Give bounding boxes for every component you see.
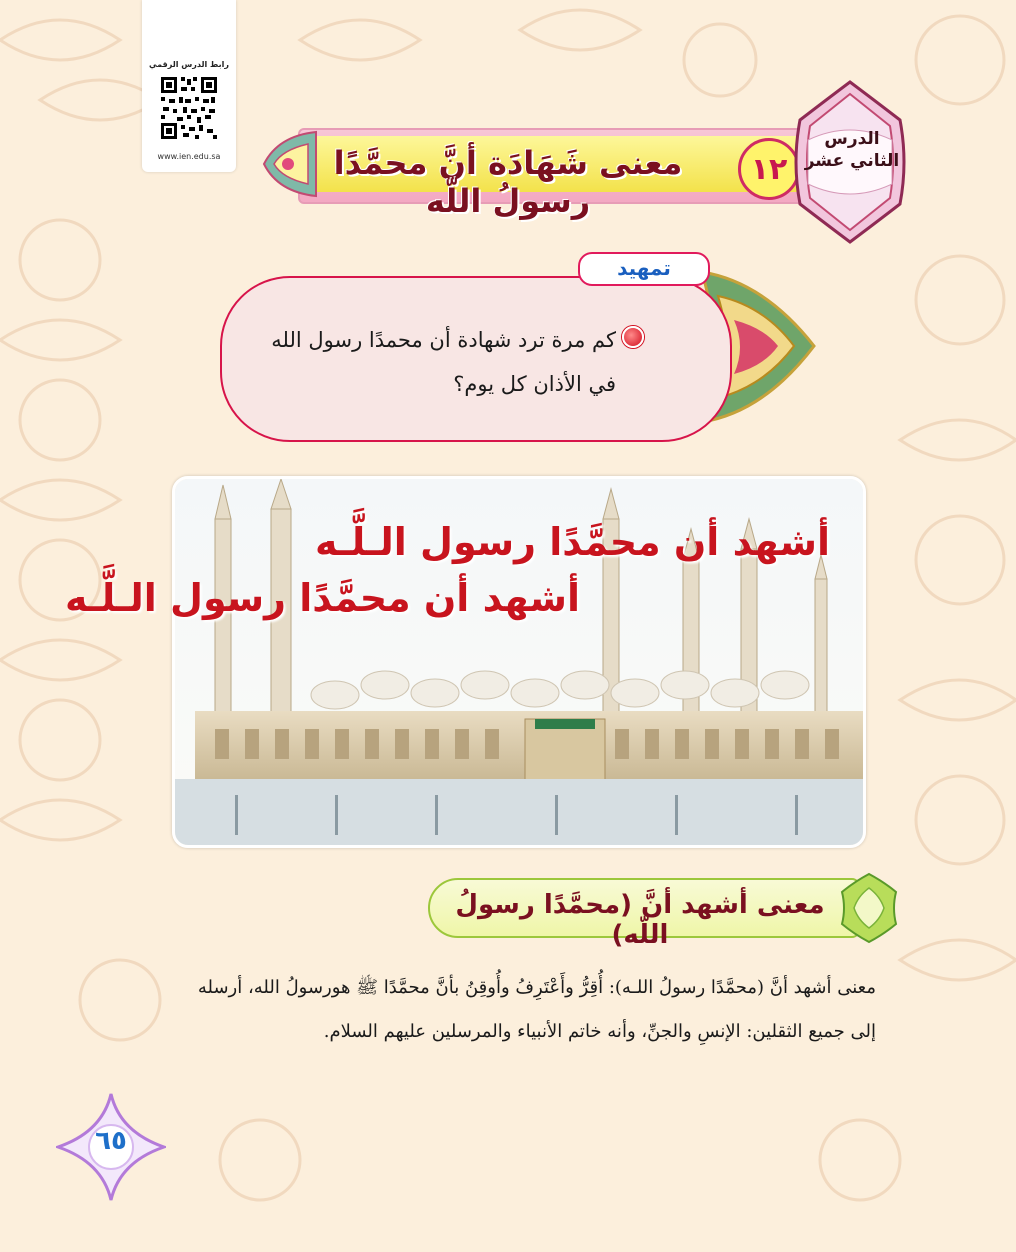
- banner-ornament-icon: [258, 126, 318, 202]
- body-line1: معنى أشهد أنَّ (محمَّدًا رسولُ اللـه): أُقِرُّ وأَعْتَرِفُ وأُوقِنُ بأنَّ محمَّدًا ﷺ هورسولُ الله، أرسله: [197, 977, 876, 998]
- intro-question: [250, 318, 616, 406]
- photo-caption-line1: أشهد أن محمَّدًا رسول الـلَّـه: [314, 520, 830, 564]
- body-line2: إلى جميع الثقلين: الإنسِ والجنِّ، وأنه خاتم الأنبياء والمرسلين عليهم السلام.: [323, 1021, 876, 1042]
- qr-url[interactable]: www.ien.edu.sa: [157, 152, 221, 161]
- bullet-icon: [622, 326, 644, 348]
- intro-question-line2: في الأذان كل يوم؟: [453, 372, 616, 396]
- intro-tag: تمهيد: [578, 252, 710, 286]
- body-paragraph: [186, 966, 876, 1054]
- photo-caption-line2: أشهد أن محمَّدًا رسول الـلَّـه: [64, 576, 580, 620]
- intro-question-line1: كم مرة ترد شهادة أن محمدًا رسول الله: [271, 328, 616, 352]
- lesson-title: معنى شَهَادَة أنَّ محمَّدًا رسولُ اللّه: [333, 144, 683, 220]
- lesson-badge-line2: الثاني عشر: [804, 151, 900, 171]
- lesson-badge: [804, 128, 900, 172]
- lesson-title-banner: [258, 118, 818, 220]
- lesson-number: ١٢: [738, 138, 800, 200]
- section-title: معنى أشهد أنَّ (محمَّدًا رسولُ اللّه): [455, 890, 825, 950]
- qr-label: رابط الدرس الرقمي: [149, 60, 229, 69]
- qr-card[interactable]: [142, 0, 236, 172]
- lesson-badge-line1: الدرس: [824, 129, 880, 149]
- page-number: ٦٥: [95, 1126, 127, 1156]
- qr-code-icon[interactable]: [159, 75, 219, 141]
- section-ornament-icon: [840, 872, 898, 944]
